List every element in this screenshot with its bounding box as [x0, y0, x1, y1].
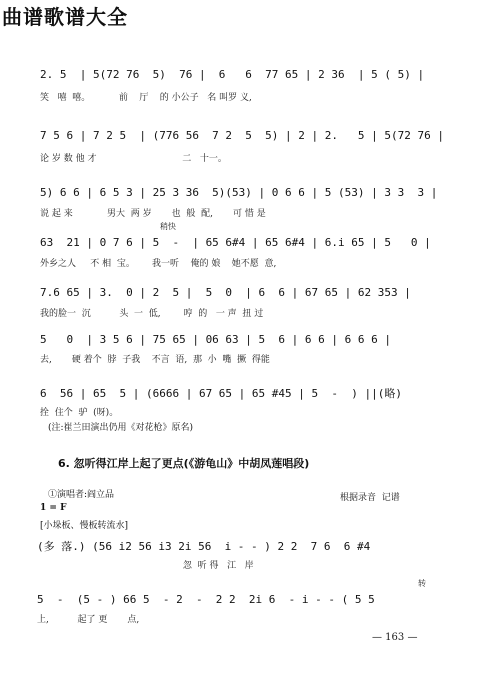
lyric-row-2: 论 岁 数 他 才 二 十一。	[40, 154, 227, 164]
lyric-row-7: 拴 住个 驴 (呀)。	[40, 408, 119, 418]
notation-row-5: 7.6 65 | 3. 0 | 2 5 | 5 0 | 6 6 | 67 65 | 62 353 |	[40, 286, 411, 299]
lyric-row-3: 说 起 来 男大 两 岁 也 般 配, 可 惜 是	[40, 209, 266, 219]
notation-row-7: 6 56 | 65 5 | (6666 | 67 65 | 65 #45 | 5 - ) ||(略)	[40, 387, 402, 400]
notation-row-4: 63 21 | 0 7 6 | 5 - | 65 6#4 | 65 6#4 | 6.i 65 | 5 0 |	[40, 236, 431, 249]
lyric-row-8: 忽 听 得 江 岸	[37, 561, 254, 571]
mode-label: [小垛板、慢板转流水]	[40, 521, 129, 531]
key-signature: 1 = F	[40, 503, 67, 513]
section-heading: 6. 忽听得江岸上起了更点(《游龟山》中胡凤莲唱段)	[58, 457, 310, 470]
notation-row-8: (多 落.) (56 i2 56 i3 2i 56 i - - ) 2 2 7 6 6 #4	[37, 540, 371, 553]
lyric-row-4: 外乡之人 不 相 宝。 我一听 俺的 娘 她不愿 意,	[40, 259, 277, 269]
notation-row-9: 5 - (5 - ) 66 5 - 2 - 2 2 2i 6 - i - - ( 5 5	[37, 593, 375, 606]
notation-row-3: 5) 6 6 | 6 5 3 | 25 3 36 5)(53) | 0 6 6 | 5 (53) | 3 3 3 |	[40, 186, 438, 199]
tempo-mark: 稍快	[160, 222, 176, 231]
site-title: 曲谱歌谱大全	[2, 5, 128, 29]
lyric-row-9: 上, 起了 更 点,	[37, 615, 140, 625]
notation-row-1: 2. 5 | 5(72 76 5) 76 | 6 6 77 65 | 2 36 | 5 ( 5) |	[40, 68, 425, 81]
lyric-row-1: 笑 嘻 嘻。 前 厅 的 小公子 名 叫罗 义,	[40, 93, 252, 103]
notation-row-6: 5 0 | 3 5 6 | 75 65 | 06 63 | 5 6 | 6 6 | 6 6 6 |	[40, 333, 391, 346]
transcription-source: 根据录音 记谱	[340, 493, 400, 503]
footnote: (注:崔兰田演出仍用《对花枪》原名)	[48, 423, 194, 433]
singer-credit: ①演唱者:阎立品	[48, 490, 115, 500]
notation-row-2: 7 5 6 | 7 2 5 | (776 56 7 2 5 5) | 2 | 2. 5 | 5(72 76 |	[40, 129, 444, 142]
lyric-row-5: 我的脸一 沉 头 一 低, 哼 的 一 声 扭 过	[40, 309, 264, 319]
turn-mark: 转	[418, 579, 426, 588]
page-number: — 163 —	[372, 632, 418, 643]
lyric-row-6: 去, 硬 着个 脖 子我 不言 语, 那 小 嘴 撅 得能	[40, 355, 270, 365]
